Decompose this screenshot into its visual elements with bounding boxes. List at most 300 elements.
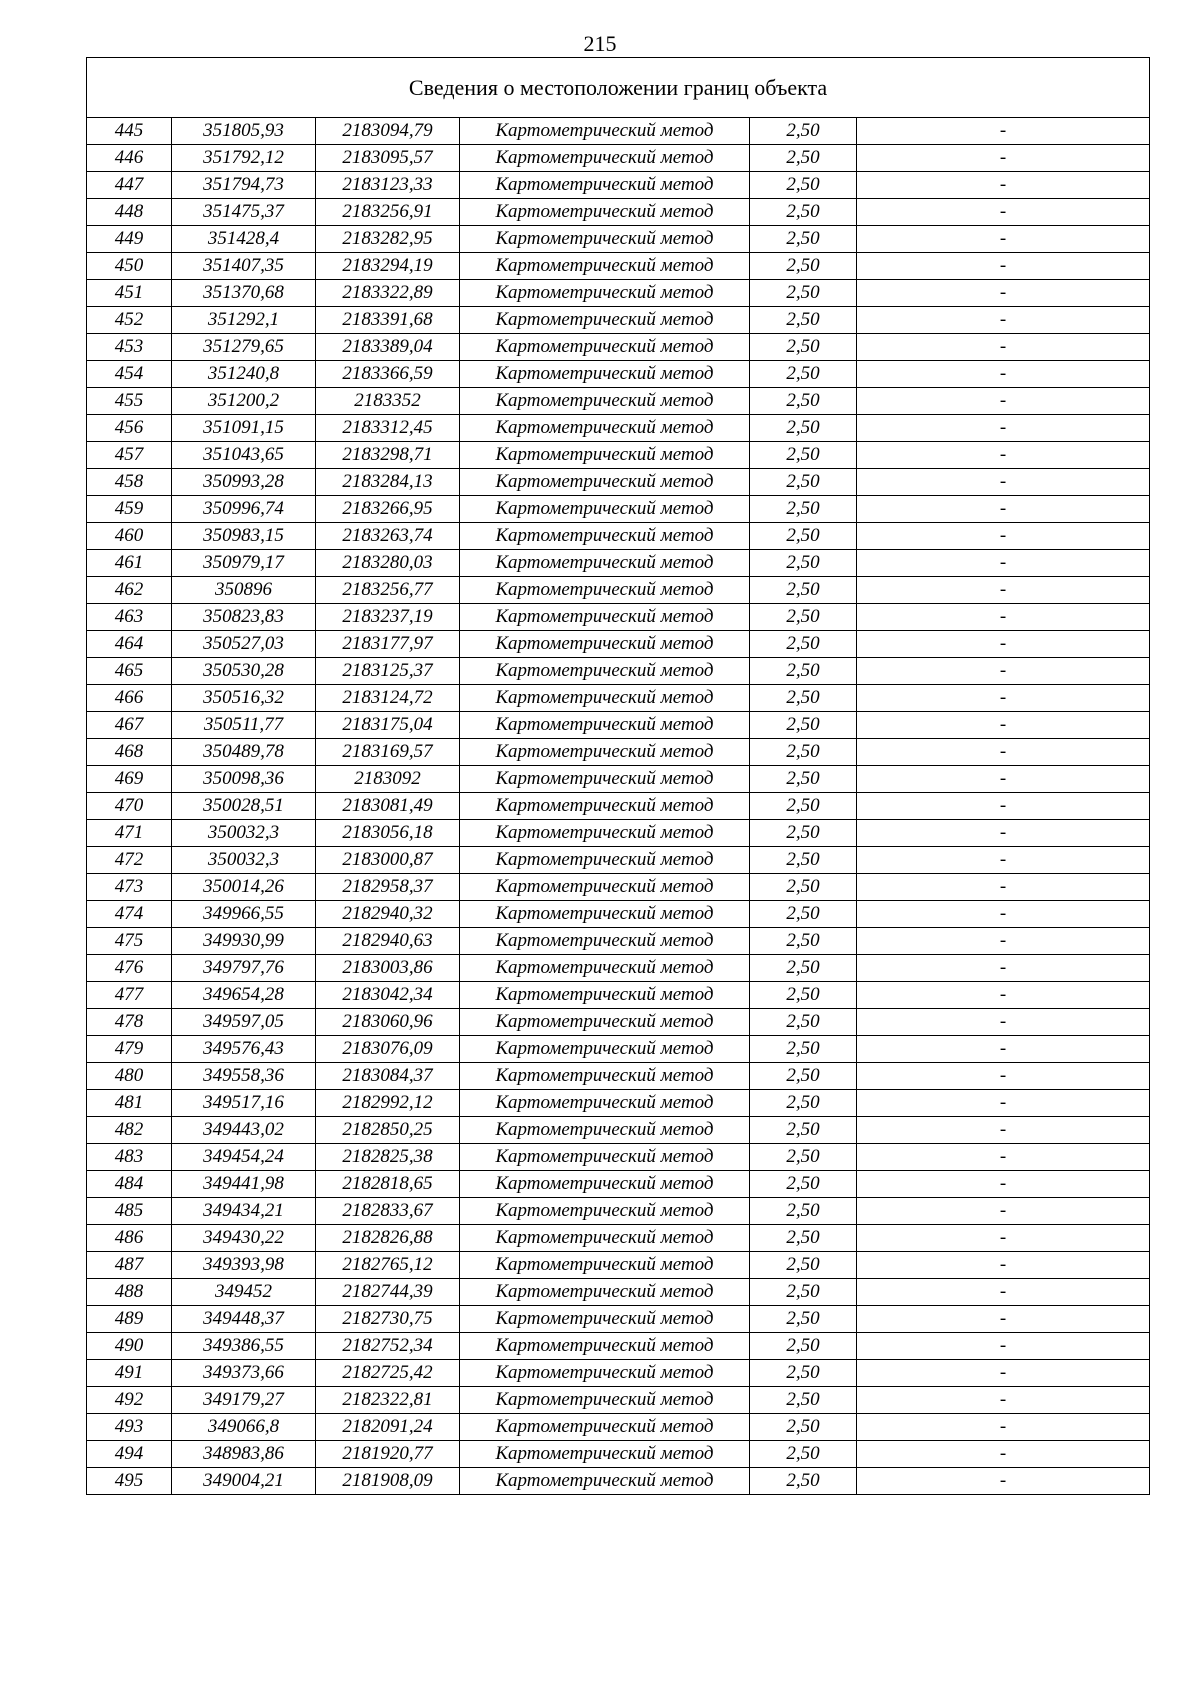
y-coordinate-cell: 2181920,77 <box>316 1441 460 1468</box>
point-number-cell: 472 <box>87 847 172 874</box>
table-row <box>87 955 1150 982</box>
table-row <box>87 118 1150 145</box>
table-caption: Сведения о местоположении границ объекта <box>87 58 1150 118</box>
method-cell: Картометрический метод <box>460 199 750 226</box>
table-row <box>87 1414 1150 1441</box>
table-row <box>87 1117 1150 1144</box>
x-coordinate-cell: 350489,78 <box>172 739 316 766</box>
table-row <box>87 469 1150 496</box>
y-coordinate-cell: 2182833,67 <box>316 1198 460 1225</box>
accuracy-cell: 2,50 <box>750 172 857 199</box>
method-cell: Картометрический метод <box>460 793 750 820</box>
method-cell: Картометрический метод <box>460 982 750 1009</box>
x-coordinate-cell: 350983,15 <box>172 523 316 550</box>
x-coordinate-cell: 349066,8 <box>172 1414 316 1441</box>
accuracy-cell: 2,50 <box>750 1063 857 1090</box>
point-number-cell: 469 <box>87 766 172 793</box>
table-row <box>87 685 1150 712</box>
description-cell: - <box>857 172 1150 199</box>
table-row <box>87 658 1150 685</box>
y-coordinate-cell: 2183169,57 <box>316 739 460 766</box>
x-coordinate-cell: 349454,24 <box>172 1144 316 1171</box>
accuracy-cell: 2,50 <box>750 118 857 145</box>
table-row <box>87 1387 1150 1414</box>
method-cell: Картометрический метод <box>460 928 750 955</box>
table-row <box>87 874 1150 901</box>
accuracy-cell: 2,50 <box>750 523 857 550</box>
method-cell: Картометрический метод <box>460 118 750 145</box>
method-cell: Картометрический метод <box>460 172 750 199</box>
y-coordinate-cell: 2183175,04 <box>316 712 460 739</box>
table-row <box>87 1279 1150 1306</box>
x-coordinate-cell: 350996,74 <box>172 496 316 523</box>
table-row <box>87 766 1150 793</box>
method-cell: Картометрический метод <box>460 496 750 523</box>
table-row <box>87 280 1150 307</box>
method-cell: Картометрический метод <box>460 901 750 928</box>
y-coordinate-cell: 2183282,95 <box>316 226 460 253</box>
x-coordinate-cell: 351428,4 <box>172 226 316 253</box>
method-cell: Картометрический метод <box>460 523 750 550</box>
point-number-cell: 465 <box>87 658 172 685</box>
accuracy-cell: 2,50 <box>750 226 857 253</box>
y-coordinate-cell: 2183312,45 <box>316 415 460 442</box>
table-row <box>87 1333 1150 1360</box>
point-number-cell: 464 <box>87 631 172 658</box>
point-number-cell: 471 <box>87 820 172 847</box>
table-row <box>87 226 1150 253</box>
point-number-cell: 478 <box>87 1009 172 1036</box>
method-cell: Картометрический метод <box>460 1468 750 1495</box>
accuracy-cell: 2,50 <box>750 361 857 388</box>
method-cell: Картометрический метод <box>460 1252 750 1279</box>
method-cell: Картометрический метод <box>460 226 750 253</box>
y-coordinate-cell: 2183298,71 <box>316 442 460 469</box>
x-coordinate-cell: 351407,35 <box>172 253 316 280</box>
point-number-cell: 474 <box>87 901 172 928</box>
y-coordinate-cell: 2183237,19 <box>316 604 460 631</box>
point-number-cell: 476 <box>87 955 172 982</box>
accuracy-cell: 2,50 <box>750 1252 857 1279</box>
description-cell: - <box>857 1414 1150 1441</box>
description-cell: - <box>857 1468 1150 1495</box>
x-coordinate-cell: 348983,86 <box>172 1441 316 1468</box>
point-number-cell: 477 <box>87 982 172 1009</box>
accuracy-cell: 2,50 <box>750 1171 857 1198</box>
description-cell: - <box>857 739 1150 766</box>
point-number-cell: 462 <box>87 577 172 604</box>
table-row <box>87 550 1150 577</box>
description-cell: - <box>857 955 1150 982</box>
accuracy-cell: 2,50 <box>750 442 857 469</box>
method-cell: Картометрический метод <box>460 469 750 496</box>
description-cell: - <box>857 334 1150 361</box>
accuracy-cell: 2,50 <box>750 199 857 226</box>
accuracy-cell: 2,50 <box>750 1144 857 1171</box>
method-cell: Картометрический метод <box>460 820 750 847</box>
accuracy-cell: 2,50 <box>750 631 857 658</box>
table-row <box>87 199 1150 226</box>
accuracy-cell: 2,50 <box>750 1414 857 1441</box>
point-number-cell: 446 <box>87 145 172 172</box>
x-coordinate-cell: 351370,68 <box>172 280 316 307</box>
description-cell: - <box>857 1387 1150 1414</box>
table-row <box>87 1252 1150 1279</box>
x-coordinate-cell: 351279,65 <box>172 334 316 361</box>
method-cell: Картометрический метод <box>460 685 750 712</box>
description-cell: - <box>857 469 1150 496</box>
y-coordinate-cell: 2182818,65 <box>316 1171 460 1198</box>
y-coordinate-cell: 2182850,25 <box>316 1117 460 1144</box>
table-row <box>87 1090 1150 1117</box>
x-coordinate-cell: 351043,65 <box>172 442 316 469</box>
accuracy-cell: 2,50 <box>750 1198 857 1225</box>
x-coordinate-cell: 351792,12 <box>172 145 316 172</box>
description-cell: - <box>857 901 1150 928</box>
method-cell: Картометрический метод <box>460 604 750 631</box>
method-cell: Картометрический метод <box>460 766 750 793</box>
description-cell: - <box>857 712 1150 739</box>
method-cell: Картометрический метод <box>460 415 750 442</box>
table-row <box>87 604 1150 631</box>
method-cell: Картометрический метод <box>460 847 750 874</box>
description-cell: - <box>857 847 1150 874</box>
description-cell: - <box>857 685 1150 712</box>
description-cell: - <box>857 766 1150 793</box>
point-number-cell: 480 <box>87 1063 172 1090</box>
table-row <box>87 901 1150 928</box>
method-cell: Картометрический метод <box>460 1036 750 1063</box>
description-cell: - <box>857 658 1150 685</box>
table-row <box>87 523 1150 550</box>
description-cell: - <box>857 793 1150 820</box>
method-cell: Картометрический метод <box>460 1306 750 1333</box>
y-coordinate-cell: 2182992,12 <box>316 1090 460 1117</box>
point-number-cell: 468 <box>87 739 172 766</box>
accuracy-cell: 2,50 <box>750 550 857 577</box>
description-cell: - <box>857 874 1150 901</box>
table-row <box>87 793 1150 820</box>
accuracy-cell: 2,50 <box>750 874 857 901</box>
point-number-cell: 448 <box>87 199 172 226</box>
table-row <box>87 820 1150 847</box>
y-coordinate-cell: 2183084,37 <box>316 1063 460 1090</box>
table-row <box>87 1468 1150 1495</box>
point-number-cell: 479 <box>87 1036 172 1063</box>
table-row <box>87 145 1150 172</box>
point-number-cell: 467 <box>87 712 172 739</box>
x-coordinate-cell: 350993,28 <box>172 469 316 496</box>
point-number-cell: 483 <box>87 1144 172 1171</box>
method-cell: Картометрический метод <box>460 1009 750 1036</box>
table-body <box>87 118 1150 1495</box>
y-coordinate-cell: 2182744,39 <box>316 1279 460 1306</box>
accuracy-cell: 2,50 <box>750 1441 857 1468</box>
method-cell: Картометрический метод <box>460 1225 750 1252</box>
method-cell: Картометрический метод <box>460 361 750 388</box>
x-coordinate-cell: 349654,28 <box>172 982 316 1009</box>
accuracy-cell: 2,50 <box>750 685 857 712</box>
description-cell: - <box>857 1441 1150 1468</box>
point-number-cell: 481 <box>87 1090 172 1117</box>
y-coordinate-cell: 2182752,34 <box>316 1333 460 1360</box>
point-number-cell: 459 <box>87 496 172 523</box>
accuracy-cell: 2,50 <box>750 604 857 631</box>
table-row <box>87 172 1150 199</box>
table-row <box>87 388 1150 415</box>
description-cell: - <box>857 1225 1150 1252</box>
method-cell: Картометрический метод <box>460 442 750 469</box>
method-cell: Картометрический метод <box>460 631 750 658</box>
accuracy-cell: 2,50 <box>750 334 857 361</box>
accuracy-cell: 2,50 <box>750 1468 857 1495</box>
y-coordinate-cell: 2182091,24 <box>316 1414 460 1441</box>
method-cell: Картометрический метод <box>460 739 750 766</box>
description-cell: - <box>857 280 1150 307</box>
x-coordinate-cell: 350527,03 <box>172 631 316 658</box>
point-number-cell: 490 <box>87 1333 172 1360</box>
accuracy-cell: 2,50 <box>750 415 857 442</box>
table-row <box>87 982 1150 1009</box>
table-row <box>87 253 1150 280</box>
accuracy-cell: 2,50 <box>750 1036 857 1063</box>
description-cell: - <box>857 1252 1150 1279</box>
accuracy-cell: 2,50 <box>750 1333 857 1360</box>
description-cell: - <box>857 982 1150 1009</box>
accuracy-cell: 2,50 <box>750 307 857 334</box>
y-coordinate-cell: 2182730,75 <box>316 1306 460 1333</box>
x-coordinate-cell: 349966,55 <box>172 901 316 928</box>
x-coordinate-cell: 349930,99 <box>172 928 316 955</box>
description-cell: - <box>857 1171 1150 1198</box>
accuracy-cell: 2,50 <box>750 577 857 604</box>
description-cell: - <box>857 1144 1150 1171</box>
boundary-coordinates-table <box>86 57 1150 1495</box>
x-coordinate-cell: 349452 <box>172 1279 316 1306</box>
y-coordinate-cell: 2182322,81 <box>316 1387 460 1414</box>
point-number-cell: 495 <box>87 1468 172 1495</box>
point-number-cell: 455 <box>87 388 172 415</box>
description-cell: - <box>857 307 1150 334</box>
y-coordinate-cell: 2183352 <box>316 388 460 415</box>
accuracy-cell: 2,50 <box>750 388 857 415</box>
point-number-cell: 488 <box>87 1279 172 1306</box>
y-coordinate-cell: 2183280,03 <box>316 550 460 577</box>
table-row <box>87 1009 1150 1036</box>
y-coordinate-cell: 2183389,04 <box>316 334 460 361</box>
description-cell: - <box>857 226 1150 253</box>
point-number-cell: 456 <box>87 415 172 442</box>
x-coordinate-cell: 349430,22 <box>172 1225 316 1252</box>
accuracy-cell: 2,50 <box>750 1360 857 1387</box>
accuracy-cell: 2,50 <box>750 1090 857 1117</box>
point-number-cell: 463 <box>87 604 172 631</box>
x-coordinate-cell: 349434,21 <box>172 1198 316 1225</box>
accuracy-cell: 2,50 <box>750 1279 857 1306</box>
x-coordinate-cell: 350098,36 <box>172 766 316 793</box>
description-cell: - <box>857 550 1150 577</box>
x-coordinate-cell: 350511,77 <box>172 712 316 739</box>
table-row <box>87 1360 1150 1387</box>
method-cell: Картометрический метод <box>460 1387 750 1414</box>
description-cell: - <box>857 523 1150 550</box>
y-coordinate-cell: 2182725,42 <box>316 1360 460 1387</box>
x-coordinate-cell: 351091,15 <box>172 415 316 442</box>
description-cell: - <box>857 1009 1150 1036</box>
y-coordinate-cell: 2183094,79 <box>316 118 460 145</box>
y-coordinate-cell: 2183125,37 <box>316 658 460 685</box>
point-number-cell: 485 <box>87 1198 172 1225</box>
description-cell: - <box>857 361 1150 388</box>
accuracy-cell: 2,50 <box>750 955 857 982</box>
point-number-cell: 473 <box>87 874 172 901</box>
method-cell: Картометрический метод <box>460 577 750 604</box>
accuracy-cell: 2,50 <box>750 496 857 523</box>
point-number-cell: 484 <box>87 1171 172 1198</box>
table-row <box>87 1036 1150 1063</box>
description-cell: - <box>857 118 1150 145</box>
y-coordinate-cell: 2183391,68 <box>316 307 460 334</box>
y-coordinate-cell: 2183124,72 <box>316 685 460 712</box>
x-coordinate-cell: 349517,16 <box>172 1090 316 1117</box>
table-row <box>87 361 1150 388</box>
accuracy-cell: 2,50 <box>750 1009 857 1036</box>
y-coordinate-cell: 2183076,09 <box>316 1036 460 1063</box>
description-cell: - <box>857 1198 1150 1225</box>
point-number-cell: 489 <box>87 1306 172 1333</box>
method-cell: Картометрический метод <box>460 1090 750 1117</box>
x-coordinate-cell: 350032,3 <box>172 847 316 874</box>
method-cell: Картометрический метод <box>460 280 750 307</box>
table-row <box>87 847 1150 874</box>
x-coordinate-cell: 350823,83 <box>172 604 316 631</box>
y-coordinate-cell: 2182765,12 <box>316 1252 460 1279</box>
x-coordinate-cell: 350979,17 <box>172 550 316 577</box>
x-coordinate-cell: 351475,37 <box>172 199 316 226</box>
description-cell: - <box>857 1117 1150 1144</box>
y-coordinate-cell: 2182825,38 <box>316 1144 460 1171</box>
point-number-cell: 460 <box>87 523 172 550</box>
point-number-cell: 486 <box>87 1225 172 1252</box>
table-row <box>87 307 1150 334</box>
method-cell: Картометрический метод <box>460 1360 750 1387</box>
method-cell: Картометрический метод <box>460 712 750 739</box>
point-number-cell: 491 <box>87 1360 172 1387</box>
table-row <box>87 1306 1150 1333</box>
accuracy-cell: 2,50 <box>750 739 857 766</box>
table-row <box>87 631 1150 658</box>
point-number-cell: 445 <box>87 118 172 145</box>
point-number-cell: 493 <box>87 1414 172 1441</box>
point-number-cell: 452 <box>87 307 172 334</box>
x-coordinate-cell: 349448,37 <box>172 1306 316 1333</box>
table-row <box>87 442 1150 469</box>
x-coordinate-cell: 350032,3 <box>172 820 316 847</box>
x-coordinate-cell: 349179,27 <box>172 1387 316 1414</box>
description-cell: - <box>857 1279 1150 1306</box>
method-cell: Картометрический метод <box>460 658 750 685</box>
accuracy-cell: 2,50 <box>750 982 857 1009</box>
description-cell: - <box>857 1090 1150 1117</box>
table-row <box>87 1225 1150 1252</box>
point-number-cell: 482 <box>87 1117 172 1144</box>
x-coordinate-cell: 350516,32 <box>172 685 316 712</box>
y-coordinate-cell: 2183256,77 <box>316 577 460 604</box>
description-cell: - <box>857 928 1150 955</box>
x-coordinate-cell: 349373,66 <box>172 1360 316 1387</box>
point-number-cell: 461 <box>87 550 172 577</box>
description-cell: - <box>857 253 1150 280</box>
y-coordinate-cell: 2183294,19 <box>316 253 460 280</box>
point-number-cell: 494 <box>87 1441 172 1468</box>
x-coordinate-cell: 349004,21 <box>172 1468 316 1495</box>
description-cell: - <box>857 415 1150 442</box>
x-coordinate-cell: 349386,55 <box>172 1333 316 1360</box>
table-row <box>87 496 1150 523</box>
method-cell: Картометрический метод <box>460 550 750 577</box>
point-number-cell: 470 <box>87 793 172 820</box>
method-cell: Картометрический метод <box>460 1441 750 1468</box>
y-coordinate-cell: 2183263,74 <box>316 523 460 550</box>
point-number-cell: 451 <box>87 280 172 307</box>
y-coordinate-cell: 2183003,86 <box>316 955 460 982</box>
y-coordinate-cell: 2183000,87 <box>316 847 460 874</box>
x-coordinate-cell: 349797,76 <box>172 955 316 982</box>
y-coordinate-cell: 2182958,37 <box>316 874 460 901</box>
method-cell: Картометрический метод <box>460 955 750 982</box>
point-number-cell: 454 <box>87 361 172 388</box>
method-cell: Картометрический метод <box>460 1414 750 1441</box>
table-row <box>87 1171 1150 1198</box>
x-coordinate-cell: 351805,93 <box>172 118 316 145</box>
x-coordinate-cell: 349443,02 <box>172 1117 316 1144</box>
x-coordinate-cell: 350014,26 <box>172 874 316 901</box>
point-number-cell: 453 <box>87 334 172 361</box>
accuracy-cell: 2,50 <box>750 766 857 793</box>
y-coordinate-cell: 2183284,13 <box>316 469 460 496</box>
x-coordinate-cell: 349597,05 <box>172 1009 316 1036</box>
x-coordinate-cell: 349393,98 <box>172 1252 316 1279</box>
point-number-cell: 492 <box>87 1387 172 1414</box>
method-cell: Картометрический метод <box>460 1279 750 1306</box>
table-row <box>87 1441 1150 1468</box>
point-number-cell: 487 <box>87 1252 172 1279</box>
y-coordinate-cell: 2183060,96 <box>316 1009 460 1036</box>
x-coordinate-cell: 351200,2 <box>172 388 316 415</box>
x-coordinate-cell: 349441,98 <box>172 1171 316 1198</box>
y-coordinate-cell: 2183123,33 <box>316 172 460 199</box>
x-coordinate-cell: 349558,36 <box>172 1063 316 1090</box>
accuracy-cell: 2,50 <box>750 712 857 739</box>
description-cell: - <box>857 1306 1150 1333</box>
method-cell: Картометрический метод <box>460 388 750 415</box>
table-caption-row <box>87 58 1150 118</box>
accuracy-cell: 2,50 <box>750 1225 857 1252</box>
x-coordinate-cell: 350028,51 <box>172 793 316 820</box>
x-coordinate-cell: 349576,43 <box>172 1036 316 1063</box>
table-row <box>87 1144 1150 1171</box>
method-cell: Картометрический метод <box>460 1144 750 1171</box>
table-row <box>87 928 1150 955</box>
accuracy-cell: 2,50 <box>750 1387 857 1414</box>
description-cell: - <box>857 145 1150 172</box>
description-cell: - <box>857 199 1150 226</box>
accuracy-cell: 2,50 <box>750 253 857 280</box>
x-coordinate-cell: 350896 <box>172 577 316 604</box>
description-cell: - <box>857 604 1150 631</box>
accuracy-cell: 2,50 <box>750 280 857 307</box>
y-coordinate-cell: 2183322,89 <box>316 280 460 307</box>
